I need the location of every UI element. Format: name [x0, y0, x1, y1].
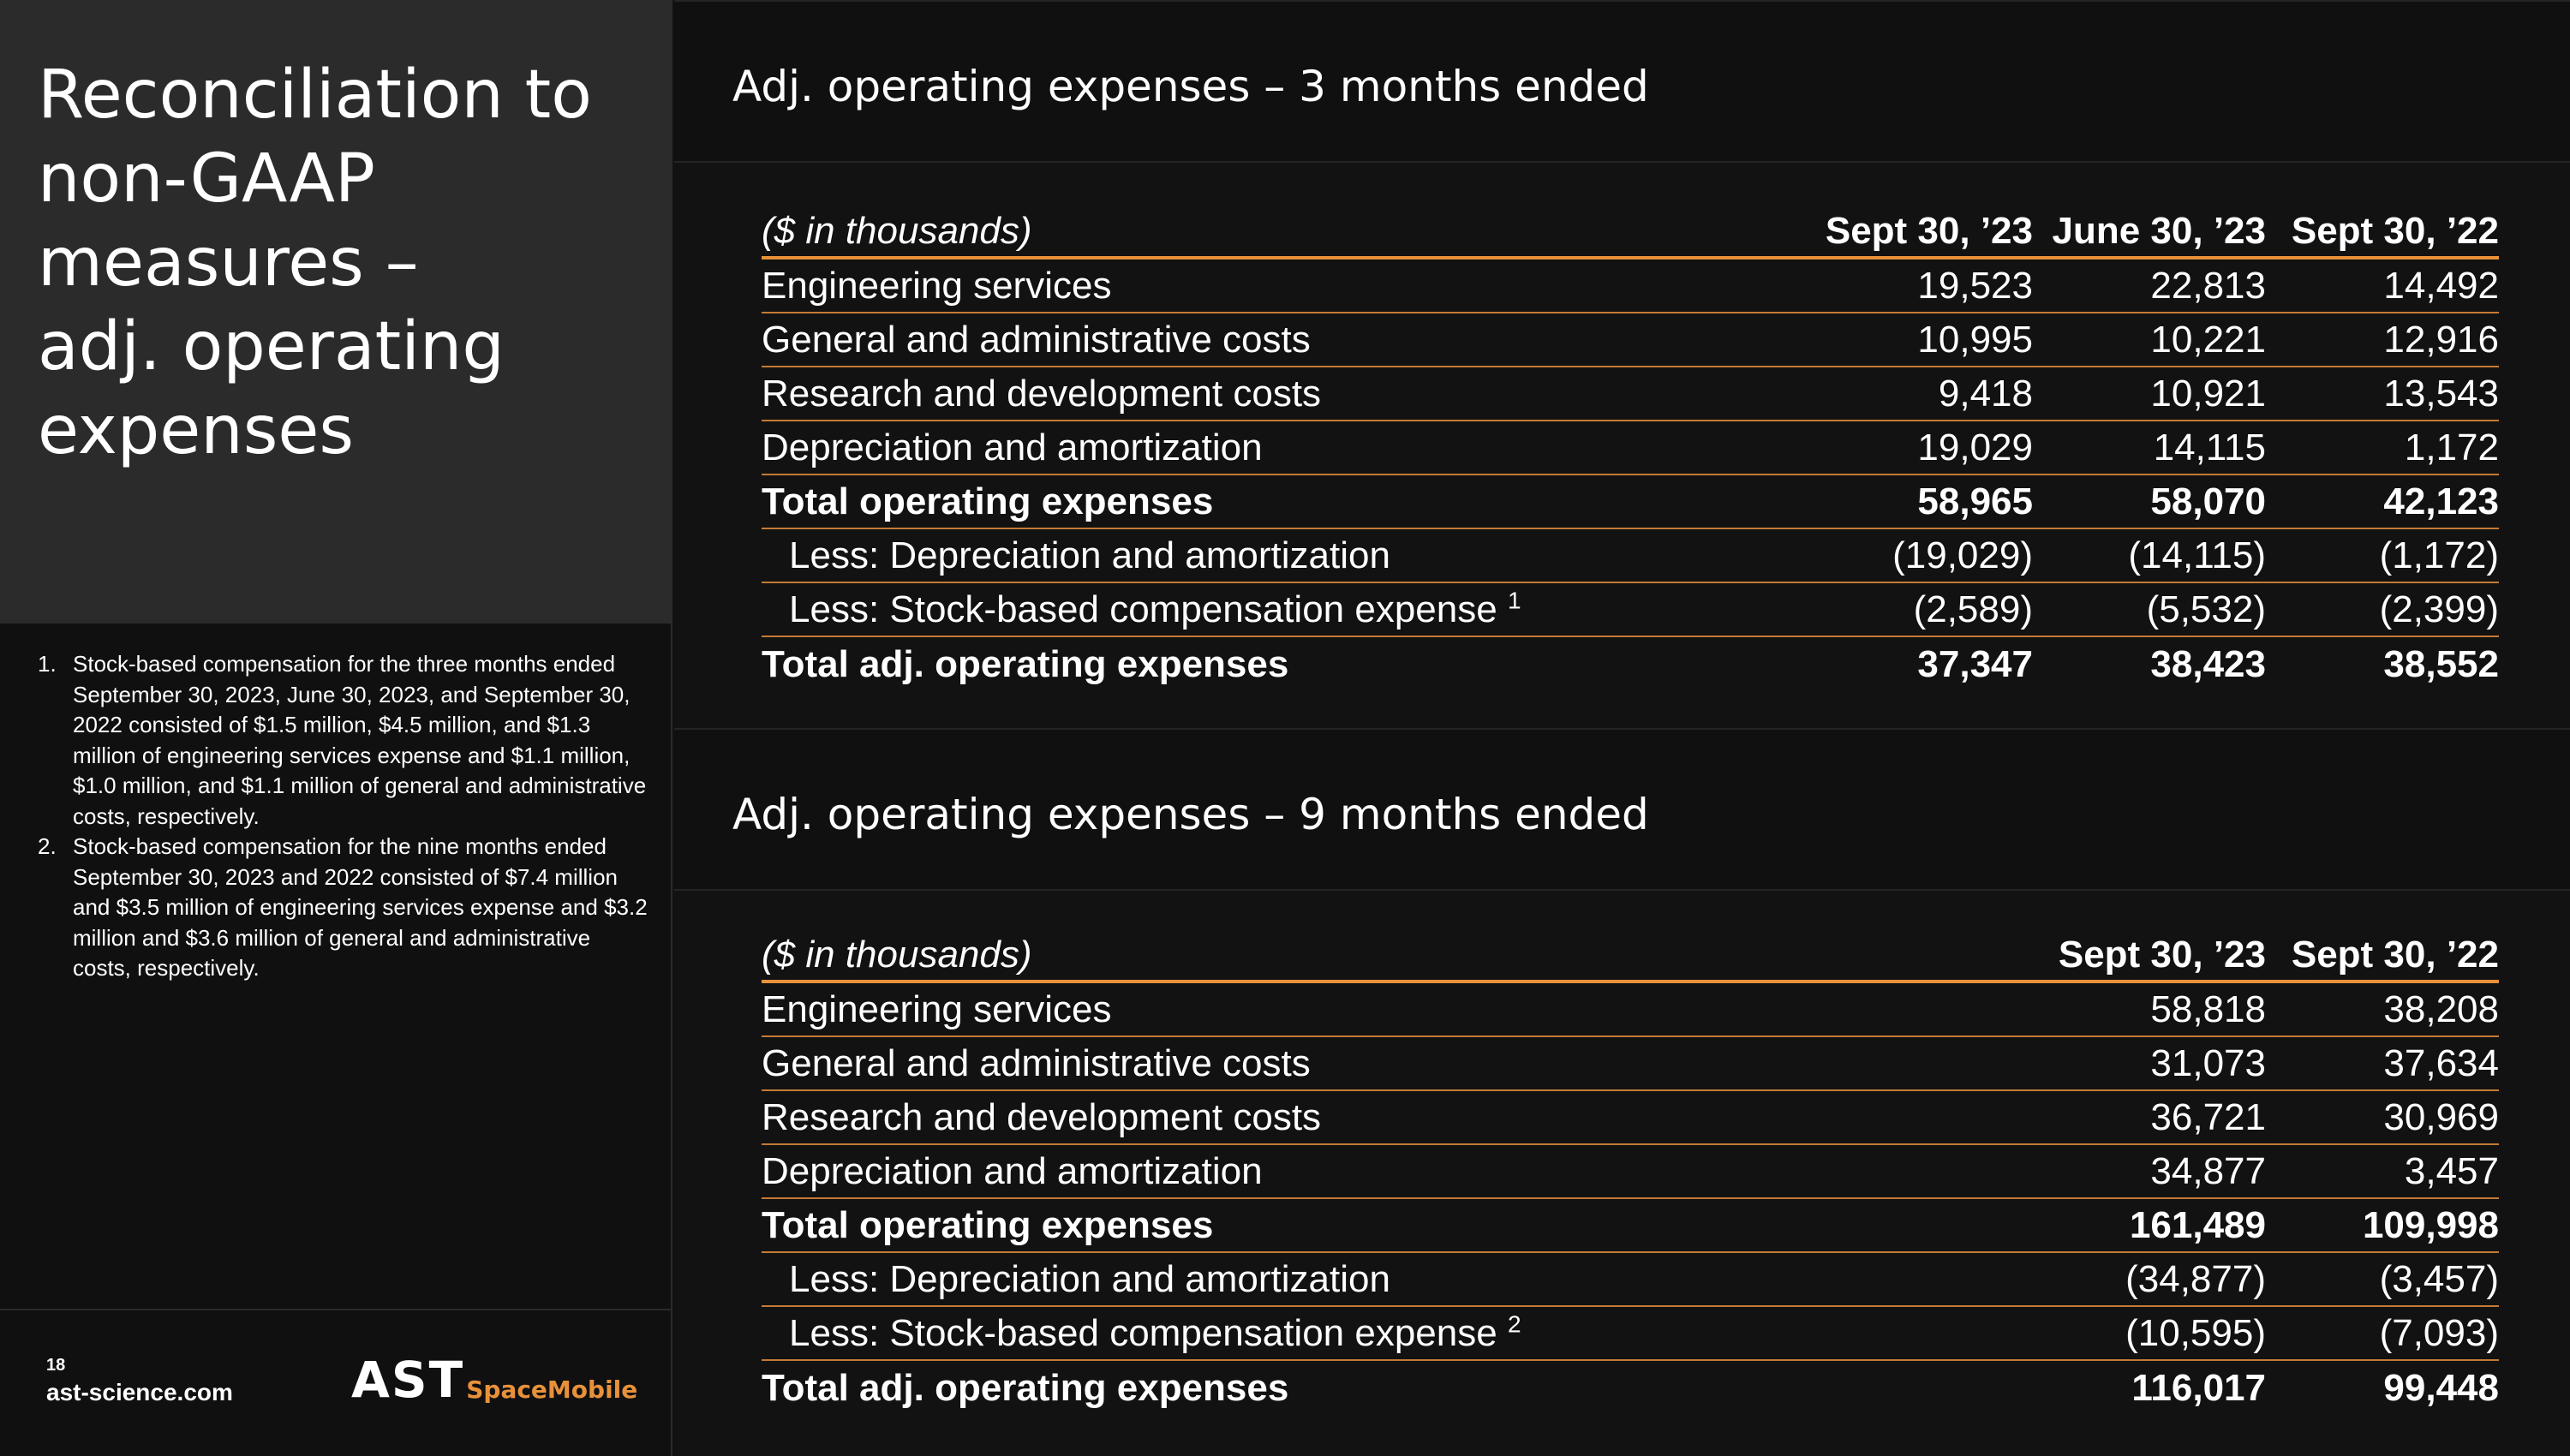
- logo-sub-text: SpaceMobile: [466, 1375, 638, 1404]
- company-logo: [351, 1351, 638, 1409]
- footnote-number: 2.: [38, 833, 57, 859]
- cell-value: (19,029): [1892, 534, 2033, 576]
- cell-value: (14,115): [2128, 534, 2266, 576]
- right-panel: [674, 0, 2570, 1456]
- cell-value: 58,965: [1917, 480, 2033, 522]
- cell-value: 37,347: [1917, 642, 2033, 685]
- page-title: Reconciliation to non-GAAP measures – adj. operating expenses: [38, 57, 592, 469]
- footnotes: [38, 649, 654, 984]
- cell-value: 116,017: [2131, 1366, 2266, 1409]
- table-row: [762, 529, 2499, 583]
- page-number: 18: [46, 1356, 66, 1375]
- row-label: General and administrative costs: [762, 1041, 1311, 1084]
- cell-value: (34,877): [2125, 1257, 2266, 1300]
- cell-value: 22,813: [2150, 264, 2266, 307]
- column-header: Sept 30, ’22: [2291, 933, 2499, 976]
- cell-value: 38,552: [2383, 642, 2499, 685]
- section-title: Adj. operating expenses – 9 months ended: [732, 790, 1649, 839]
- cell-value: 42,123: [2383, 480, 2499, 522]
- row-label-wrap: [762, 1312, 2033, 1355]
- row-label: Research and development costs: [762, 372, 1322, 415]
- table-row: [762, 1307, 2499, 1361]
- cell-value: 36,721: [2150, 1095, 2266, 1138]
- footnote-text: Stock-based compensation for the three months ended September 30, 2023, June 30, 2023, and September 30, 2022 consisted of $1.5 million, $4.5 million, and $1.3 million of engineering services expense and $1.1 million, $1.0 million, and $1.1 million of general and administrative costs, respectively.: [73, 651, 647, 829]
- column-header: Sept 30, ’23: [2058, 933, 2266, 976]
- cell-value: 99,448: [2383, 1366, 2499, 1409]
- table-row: [762, 1091, 2499, 1145]
- row-label: Engineering services: [762, 988, 1112, 1030]
- footnote-text: Stock-based compensation for the nine months ended September 30, 2023 and 2022 consisted of $7.4 million and $3.5 million of engineering services expense and $3.2 million and $3.6 million of general and administrative costs, respectively.: [73, 833, 648, 981]
- cell-value: 38,208: [2383, 988, 2499, 1030]
- row-label: Less: Stock-based compensation expense: [789, 588, 1497, 630]
- table-row: [762, 260, 2499, 313]
- table-9-months: [762, 929, 2499, 1415]
- table-row: [762, 1145, 2499, 1199]
- cell-value: (10,595): [2125, 1311, 2266, 1354]
- table-row: [762, 1253, 2499, 1307]
- cell-value: 37,634: [2383, 1041, 2499, 1084]
- cell-value: (1,172): [2379, 534, 2499, 576]
- footnote-ref: 2: [1507, 1310, 1521, 1337]
- section-title: Adj. operating expenses – 3 months ended: [732, 62, 1649, 111]
- row-label: Total adj. operating expenses: [762, 1366, 1289, 1409]
- unit-label: ($ in thousands): [762, 933, 1032, 976]
- cell-value: 9,418: [1938, 372, 2033, 415]
- left-panel: [0, 0, 672, 1456]
- cell-value: 10,921: [2150, 372, 2266, 415]
- title-box: [0, 0, 672, 624]
- cell-value: (3,457): [2379, 1257, 2499, 1300]
- cell-value: 161,489: [2129, 1203, 2266, 1246]
- cell-value: 10,221: [2150, 318, 2266, 361]
- row-label: Total operating expenses: [762, 1203, 1214, 1246]
- row-label: Depreciation and amortization: [762, 1149, 1263, 1192]
- cell-value: 58,818: [2150, 988, 2266, 1030]
- footnote-number: 1.: [38, 651, 57, 677]
- cell-value: (2,589): [1913, 588, 2033, 630]
- section-header-3-months: [674, 0, 2570, 163]
- unit-label: ($ in thousands): [762, 209, 1032, 252]
- table-3-months: [762, 206, 2499, 691]
- table-row: [762, 313, 2499, 367]
- cell-value: (2,399): [2379, 588, 2499, 630]
- row-label: Research and development costs: [762, 1095, 1322, 1138]
- table-header-row: [762, 929, 2499, 983]
- row-label: Less: Depreciation and amortization: [789, 1257, 1390, 1300]
- table-row-total-adj: [762, 637, 2499, 691]
- cell-value: 30,969: [2383, 1095, 2499, 1138]
- cell-value: 19,029: [1917, 426, 2033, 468]
- row-label: Depreciation and amortization: [762, 426, 1263, 468]
- cell-value: 109,998: [2362, 1203, 2499, 1246]
- footnote-ref: 1: [1507, 586, 1521, 613]
- section-header-9-months: [674, 728, 2570, 891]
- row-label-wrap: [762, 588, 1800, 631]
- column-header: June 30, ’23: [2052, 209, 2266, 252]
- cell-value: (7,093): [2379, 1311, 2499, 1354]
- website-link[interactable]: ast-science.com: [46, 1379, 233, 1405]
- table-row: [762, 421, 2499, 475]
- cell-value: 14,115: [2153, 426, 2266, 468]
- cell-value: 1,172: [2404, 426, 2499, 468]
- cell-value: 14,492: [2383, 264, 2499, 307]
- row-label: General and administrative costs: [762, 318, 1311, 361]
- row-label: Less: Stock-based compensation expense: [789, 1311, 1497, 1354]
- cell-value: 3,457: [2404, 1149, 2499, 1192]
- cell-value: 13,543: [2383, 372, 2499, 415]
- footnote-2: [38, 832, 654, 984]
- cell-value: 10,995: [1917, 318, 2033, 361]
- column-header: Sept 30, ’22: [2291, 209, 2499, 252]
- cell-value: 34,877: [2150, 1149, 2266, 1192]
- footnote-1: [38, 649, 654, 832]
- cell-value: 31,073: [2150, 1041, 2266, 1084]
- cell-value: 38,423: [2150, 642, 2266, 685]
- cell-value: 19,523: [1917, 264, 2033, 307]
- row-label: Engineering services: [762, 264, 1112, 307]
- cell-value: 12,916: [2383, 318, 2499, 361]
- footer-divider: [0, 1309, 672, 1310]
- table-row-total: [762, 475, 2499, 529]
- column-header: Sept 30, ’23: [1825, 209, 2033, 252]
- row-label: Total operating expenses: [762, 480, 1214, 522]
- cell-value: 58,070: [2150, 480, 2266, 522]
- logo-main-text: AST: [351, 1351, 465, 1409]
- row-label: Less: Depreciation and amortization: [789, 534, 1390, 576]
- table-header-row: [762, 206, 2499, 260]
- table-row: [762, 367, 2499, 421]
- table-row: [762, 583, 2499, 637]
- cell-value: (5,532): [2146, 588, 2266, 630]
- table-row: [762, 983, 2499, 1037]
- table-row-total: [762, 1199, 2499, 1253]
- table-row-total-adj: [762, 1361, 2499, 1415]
- table-row: [762, 1037, 2499, 1091]
- row-label: Total adj. operating expenses: [762, 642, 1289, 685]
